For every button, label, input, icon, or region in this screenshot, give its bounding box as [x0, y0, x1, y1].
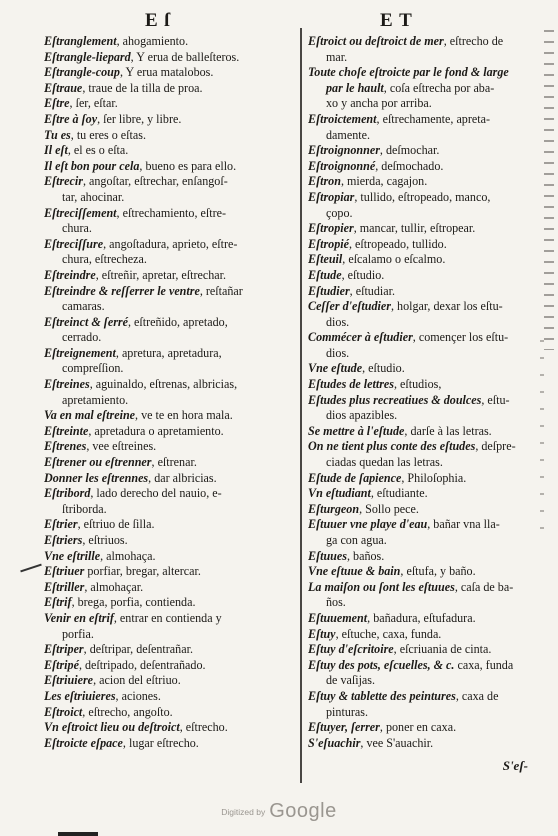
translation: , eſtriuo de ſilla.: [77, 517, 155, 532]
headword: Il eſt bon pour cela: [44, 158, 140, 173]
translation: compreſſion.: [62, 361, 124, 376]
catchword: S'eſ-: [502, 758, 528, 773]
dictionary-entry-line: [44, 736, 294, 752]
translation: , el es o eſta.: [67, 143, 129, 158]
dictionary-entry-line: [44, 206, 294, 222]
headword: Va en mal eſtreine: [44, 408, 136, 423]
margin-scan-marks-lower: [540, 340, 544, 540]
dictionary-entry-line: [44, 346, 294, 362]
dictionary-entry-line: [44, 673, 294, 689]
translation: ciadas quedan las letras.: [326, 455, 443, 470]
dictionary-entry-line: [44, 112, 294, 128]
headword: Eſtuyer, ſerrer: [308, 720, 380, 735]
dictionary-entry-line: [308, 96, 530, 112]
watermark-prefix: Digitized by: [221, 806, 266, 817]
headword: Eſtude: [308, 267, 342, 282]
headword: Eſtreinte: [44, 423, 89, 438]
dictionary-entry-line: [308, 408, 530, 424]
translation: , aguinaldo, eſtrenas, albricias,: [89, 377, 238, 392]
headword: Eſtroict ou deſtroict de mer: [308, 34, 444, 48]
dictionary-entry-line: [308, 517, 530, 533]
dictionary-entry-line: [308, 424, 530, 440]
headword: Eſtre à ſoy: [44, 111, 98, 126]
translation: , Y erua de balleſteros.: [130, 49, 240, 64]
running-header-left: E ſ: [145, 10, 171, 31]
translation: , vee S'auachir.: [360, 735, 434, 750]
dictionary-entry-line: [308, 237, 530, 253]
dictionary-entry-line: [308, 658, 530, 674]
headword: Eſtudier: [308, 283, 350, 298]
dictionary-entry-line: [44, 471, 294, 487]
dictionary-entry-line: [308, 377, 530, 393]
dictionary-entry-line: [308, 673, 530, 689]
translation: , eſtu-: [481, 392, 510, 407]
headword: Eſtraue: [44, 80, 83, 95]
dictionary-entry-line: [44, 65, 294, 81]
translation: , ſer, eſtar.: [69, 96, 118, 111]
translation: , ve te en hora mala.: [135, 408, 233, 423]
dictionary-entry-line: [308, 689, 530, 705]
dictionary-entry-line: [44, 315, 294, 331]
translation: , ahogamiento.: [116, 34, 189, 48]
headword: Toute choſe eſtroicte par le fond & large: [308, 65, 509, 80]
translation: , eſtudiar.: [349, 283, 396, 298]
dictionary-entry-line: [308, 455, 530, 471]
dictionary-entry-line: [44, 517, 294, 533]
headword: Eſtron: [308, 174, 341, 189]
headword: Eſtre: [44, 96, 70, 111]
dictionary-entry-line: [44, 299, 294, 315]
headword: Vne eſtude: [308, 361, 363, 376]
translation: , apretadura o apretamiento.: [88, 423, 224, 438]
headword: Vn eſtroict lieu ou deſtroict: [44, 720, 180, 735]
dictionary-entry-line: [44, 705, 294, 721]
translation: , eſtreñido, apretado,: [127, 314, 228, 329]
translation: damente.: [326, 127, 370, 142]
dictionary-entry-line: [44, 549, 294, 565]
dictionary-entry-line: [308, 611, 530, 627]
translation: chura, eſtrecheza.: [62, 252, 147, 267]
translation: , eſtudios,: [394, 377, 442, 392]
translation: , eſtropeado, tullido.: [348, 236, 447, 251]
translation: , lugar eſtrecho.: [122, 735, 199, 750]
dictionary-entry-line: [44, 455, 294, 471]
dictionary-entry-line: [308, 128, 530, 144]
translation: , començer los eſtu-: [412, 330, 509, 345]
dictionary-entry-line: [308, 190, 530, 206]
headword: Eſtriers: [44, 533, 83, 547]
dictionary-entry-line: [44, 159, 294, 175]
dictionary-entry-line: [308, 159, 530, 175]
headword: On ne tient plus conte des eſtudes: [308, 439, 476, 454]
headword: Eſtriper: [44, 642, 84, 657]
headword: Eſtripé: [44, 657, 79, 672]
headword: Il eſt: [44, 143, 68, 158]
translation: , deſmochado.: [375, 158, 444, 173]
dictionary-entry-line: [308, 299, 530, 315]
dictionary-entry-line: [44, 174, 294, 190]
headword: Eſtropier: [308, 221, 354, 236]
translation: , eſtriuos.: [82, 533, 128, 547]
dictionary-entry-line: [308, 50, 530, 66]
translation: , reſtañar: [199, 283, 243, 298]
translation: , traue de la tilla de proa.: [82, 80, 203, 95]
translation: , eſtudio.: [341, 267, 385, 282]
dictionary-entry-line: [308, 549, 530, 565]
dictionary-entry-line: [44, 627, 294, 643]
translation: , eſtrecho, angoſto.: [82, 704, 173, 719]
headword: Eſtriuer: [44, 564, 85, 579]
dictionary-entry-line: [44, 377, 294, 393]
translation: ños.: [326, 595, 346, 610]
translation: , Y erua matalobos.: [119, 65, 214, 80]
translation: , vee eſtreines.: [86, 439, 157, 454]
headword: Eſtudes de lettres: [308, 377, 394, 392]
translation: , holgar, dexar los eſtu-: [390, 299, 503, 314]
translation: ga con agua.: [326, 533, 387, 547]
dictionary-entry-line: [44, 486, 294, 502]
dictionary-entry-line: [44, 611, 294, 627]
dictionary-entry-line: [44, 268, 294, 284]
translation: , almohaçar.: [84, 579, 144, 594]
margin-pen-stroke: [20, 564, 42, 573]
scan-edge: [58, 832, 98, 836]
headword: Eſtroignonner: [308, 143, 380, 158]
dictionary-entry-line: [308, 720, 530, 736]
headword: Eſturgeon: [308, 501, 360, 516]
translation: , bueno es para ello.: [139, 158, 237, 173]
translation: porfiar, bregar, altercar.: [84, 564, 201, 579]
dictionary-entry-line: [44, 128, 294, 144]
dictionary-entry-line: [308, 393, 530, 409]
translation: caxa, funda: [454, 657, 514, 672]
dictionary-entry-line: [308, 627, 530, 643]
dictionary-entry-line: [308, 112, 530, 128]
translation: pinturas.: [326, 704, 368, 719]
dictionary-entry-line: [308, 439, 530, 455]
dictionary-entry-line: [44, 361, 294, 377]
translation: , eſtudiante.: [370, 486, 428, 501]
dictionary-entry-line: [308, 736, 530, 752]
translation: , caxa de: [455, 688, 499, 703]
margin-scan-marks: [544, 30, 554, 350]
dictionary-entry-line: [44, 237, 294, 253]
dictionary-entry-line: [308, 315, 530, 331]
translation: , deſtripado, deſentrañado.: [78, 657, 206, 672]
dictionary-entry-line: [308, 486, 530, 502]
dictionary-entry-line: [44, 143, 294, 159]
headword: Eſtriuiere: [44, 673, 94, 688]
translation: , brega, porfia, contienda.: [71, 595, 196, 610]
headword: Eſtreciſſement: [44, 205, 117, 220]
translation: ſtriborda.: [62, 501, 107, 516]
dictionary-entry-line: [308, 564, 530, 580]
translation: , deſtripar, deſentrañar.: [83, 642, 193, 657]
translation: chura.: [62, 221, 92, 236]
translation: , Sollo pece.: [359, 501, 419, 516]
dictionary-entry-line: [308, 81, 530, 97]
translation: , poner en caxa.: [379, 720, 457, 735]
headword: Donner les eſtrennes: [44, 470, 149, 485]
headword: Venir en eſtrif: [44, 610, 114, 625]
translation: , eſtrecho de: [443, 34, 504, 48]
translation: , eſtrechamiento, eſtre-: [116, 205, 227, 220]
headword: Eſtreignement: [44, 345, 116, 360]
headword: Eſtropié: [308, 236, 349, 251]
headword: Eſtuy: [308, 626, 336, 641]
headword: par le hault: [326, 80, 384, 95]
headword: Eſtuy des pots, eſcuelles, & c.: [308, 657, 455, 672]
translation: , eſcriuania de cinta.: [393, 642, 492, 657]
translation: , ſer libre, y libre.: [97, 111, 182, 126]
dictionary-entry-line: [308, 268, 530, 284]
dictionary-entry-line: [44, 720, 294, 736]
dictionary-entry-line: [44, 50, 294, 66]
translation: , acion del eſtriuo.: [93, 673, 181, 688]
headword: Eſtroicte eſpace: [44, 735, 123, 750]
dictionary-entry-line: [44, 564, 294, 580]
translation: , dar albricias.: [148, 470, 217, 485]
dictionary-entry-line: [308, 284, 530, 300]
headword: Commécer à eſtudier: [308, 330, 413, 345]
dictionary-entry-line: [308, 252, 530, 268]
dictionary-entry-line: [44, 252, 294, 268]
dictionary-entry-line: [44, 502, 294, 518]
headword: Eſtuuer vne playe d'eau: [308, 517, 428, 532]
dictionary-entry-line: [308, 221, 530, 237]
translation: apretamiento.: [62, 392, 129, 407]
translation: , eſtrechamente, apreta-: [376, 111, 491, 126]
headword: Eſtribord: [44, 486, 91, 501]
dictionary-entry-line: [44, 190, 294, 206]
dictionary-entry-line: [44, 424, 294, 440]
headword: Eſtroict: [44, 704, 83, 719]
dictionary-entry-line: [44, 658, 294, 674]
translation: dios.: [326, 345, 350, 360]
headword: Eſtreinct & ſerré: [44, 314, 128, 329]
dictionary-entry-line: [44, 408, 294, 424]
headword: S'eſuachir: [308, 735, 361, 750]
translation: , eſtrenar.: [151, 455, 197, 470]
dictionary-entry-line: [308, 330, 530, 346]
translation: xo y ancha por arriba.: [326, 96, 432, 111]
headword: Eſtrif: [44, 595, 72, 610]
dictionary-entry-line: [44, 221, 294, 237]
headword: Eſteuil: [308, 252, 343, 267]
dictionary-entry-line: [44, 34, 294, 50]
headword: Vn eſtudiant: [308, 486, 371, 501]
dictionary-entry-line: [308, 34, 530, 50]
translation: , mancar, tullir, eſtropear.: [353, 221, 476, 236]
translation: , Philoſophia.: [401, 470, 467, 485]
translation: , darſe à las letras.: [404, 423, 492, 438]
headword: Eſtrangle-liepard: [44, 49, 131, 64]
translation: , deſmochar.: [379, 143, 440, 158]
dictionary-entry-line: [44, 595, 294, 611]
running-header-right: E T: [380, 10, 413, 31]
translation: , tu eres o eſtas.: [70, 127, 146, 142]
translation: , mierda, cagajon.: [340, 174, 428, 189]
translation: cerrado.: [62, 330, 102, 345]
translation: , angoſtadura, aprieto, eſtre-: [103, 236, 238, 251]
dictionary-entry-line: [44, 689, 294, 705]
translation: tar, ahocinar.: [62, 189, 125, 204]
translation: , eſtuche, caxa, funda.: [335, 626, 442, 641]
dictionary-entry-line: [44, 330, 294, 346]
translation: , caſa de ba-: [454, 579, 514, 594]
headword: Eſtranglement: [44, 34, 117, 48]
headword: Eſtudes plus recreatiues & doulces: [308, 392, 482, 407]
headword: Eſtreindre: [44, 267, 96, 282]
dictionary-entry-line: [308, 642, 530, 658]
headword: Eſtropiar: [308, 189, 355, 204]
headword: Eſtrangle-coup: [44, 65, 120, 80]
headword: Vne eſtrille: [44, 548, 101, 563]
translation: , eſtreñir, apretar, eſtrechar.: [95, 267, 227, 282]
translation: de vaſijas.: [326, 673, 376, 688]
translation: dios.: [326, 314, 350, 329]
dictionary-entry-line: [308, 471, 530, 487]
headword: Les eſtriuieres: [44, 688, 116, 703]
translation: , lado derecho del nauio, e-: [90, 486, 222, 501]
headword: Eſtuy d'eſcritoire: [308, 642, 394, 657]
headword: Eſtuues: [308, 548, 347, 563]
dictionary-entry-line: [308, 705, 530, 721]
dictionary-entry-line: [308, 533, 530, 549]
dictionary-entry-line: [308, 595, 530, 611]
translation: , aciones.: [115, 688, 161, 703]
dictionary-entry-line: [44, 439, 294, 455]
headword: Ceſſer d'eſtudier: [308, 299, 391, 314]
dictionary-entry-line: [308, 143, 530, 159]
headword: Eſtriller: [44, 579, 85, 594]
dictionary-entry-line: [44, 81, 294, 97]
headword: Se mettre à l'eſtude: [308, 423, 405, 438]
dictionary-entry-line: [44, 284, 294, 300]
dictionary-entry-line: [308, 346, 530, 362]
google-logo: Google: [269, 800, 337, 822]
dictionary-entry-line: [44, 533, 294, 549]
column-divider: [300, 28, 302, 783]
headword: Eſtude de ſapience: [308, 470, 402, 485]
dictionary-entry-line: [308, 361, 530, 377]
left-column: [44, 34, 294, 751]
translation: dios apazibles.: [326, 408, 398, 423]
dictionary-entry-line: [44, 642, 294, 658]
headword: Eſtuuement: [308, 610, 368, 625]
headword: Eſtreciſſure: [44, 236, 104, 251]
translation: , tullido, eſtropeado, manco,: [354, 189, 491, 204]
translation: camaras.: [62, 299, 105, 314]
dictionary-entry-line: [44, 580, 294, 596]
dictionary-entry-line: [308, 502, 530, 518]
translation: çopo.: [326, 205, 353, 220]
translation: , bañadura, eſtufadura.: [367, 610, 476, 625]
headword: Eſtreindre & reſſerrer le ventre: [44, 283, 200, 298]
translation: , almohaça.: [100, 548, 156, 563]
headword: Eſtroictement: [308, 111, 377, 126]
headword: Eſtreines: [44, 377, 90, 392]
dictionary-entry-line: [308, 206, 530, 222]
headword: Eſtroignonné: [308, 158, 376, 173]
translation: , coſa eſtrecha por aba-: [383, 80, 495, 95]
dictionary-entry-line: [308, 65, 530, 81]
translation: mar.: [326, 49, 348, 64]
dictionary-entry-line: [308, 174, 530, 190]
dictionary-entry-line: [44, 393, 294, 409]
right-column: [308, 34, 530, 751]
headword: Eſtrener ou eſtrenner: [44, 455, 152, 470]
translation: , bañar vna lla-: [427, 517, 500, 532]
headword: Eſtrecir: [44, 174, 83, 189]
translation: , deſpre-: [475, 439, 516, 454]
translation: , baños.: [346, 548, 385, 563]
translation: , eſcalamo o eſcalmo.: [342, 252, 446, 267]
dictionary-entry-line: [308, 580, 530, 596]
headword: Eſtrier: [44, 517, 78, 532]
headword: La maiſon ou ſont les eſtuues: [308, 579, 455, 594]
translation: , eſtrecho.: [179, 720, 228, 735]
translation: porfia.: [62, 626, 94, 641]
headword: Vne eſtuue & bain: [308, 564, 401, 579]
digitization-watermark: [0, 800, 558, 823]
headword: Tu es: [44, 127, 71, 142]
translation: , eſtufa, y baño.: [400, 564, 476, 579]
dictionary-entry-line: [44, 96, 294, 112]
headword: Eſtrenes: [44, 439, 87, 454]
translation: , apretura, apretadura,: [115, 345, 222, 360]
translation: , angoſtar, eſtrechar, enſangoſ-: [82, 174, 228, 189]
headword: Eſtuy & tablette des peintures: [308, 688, 456, 703]
translation: , eſtudio.: [362, 361, 405, 376]
translation: , entrar en contienda y: [113, 610, 222, 625]
